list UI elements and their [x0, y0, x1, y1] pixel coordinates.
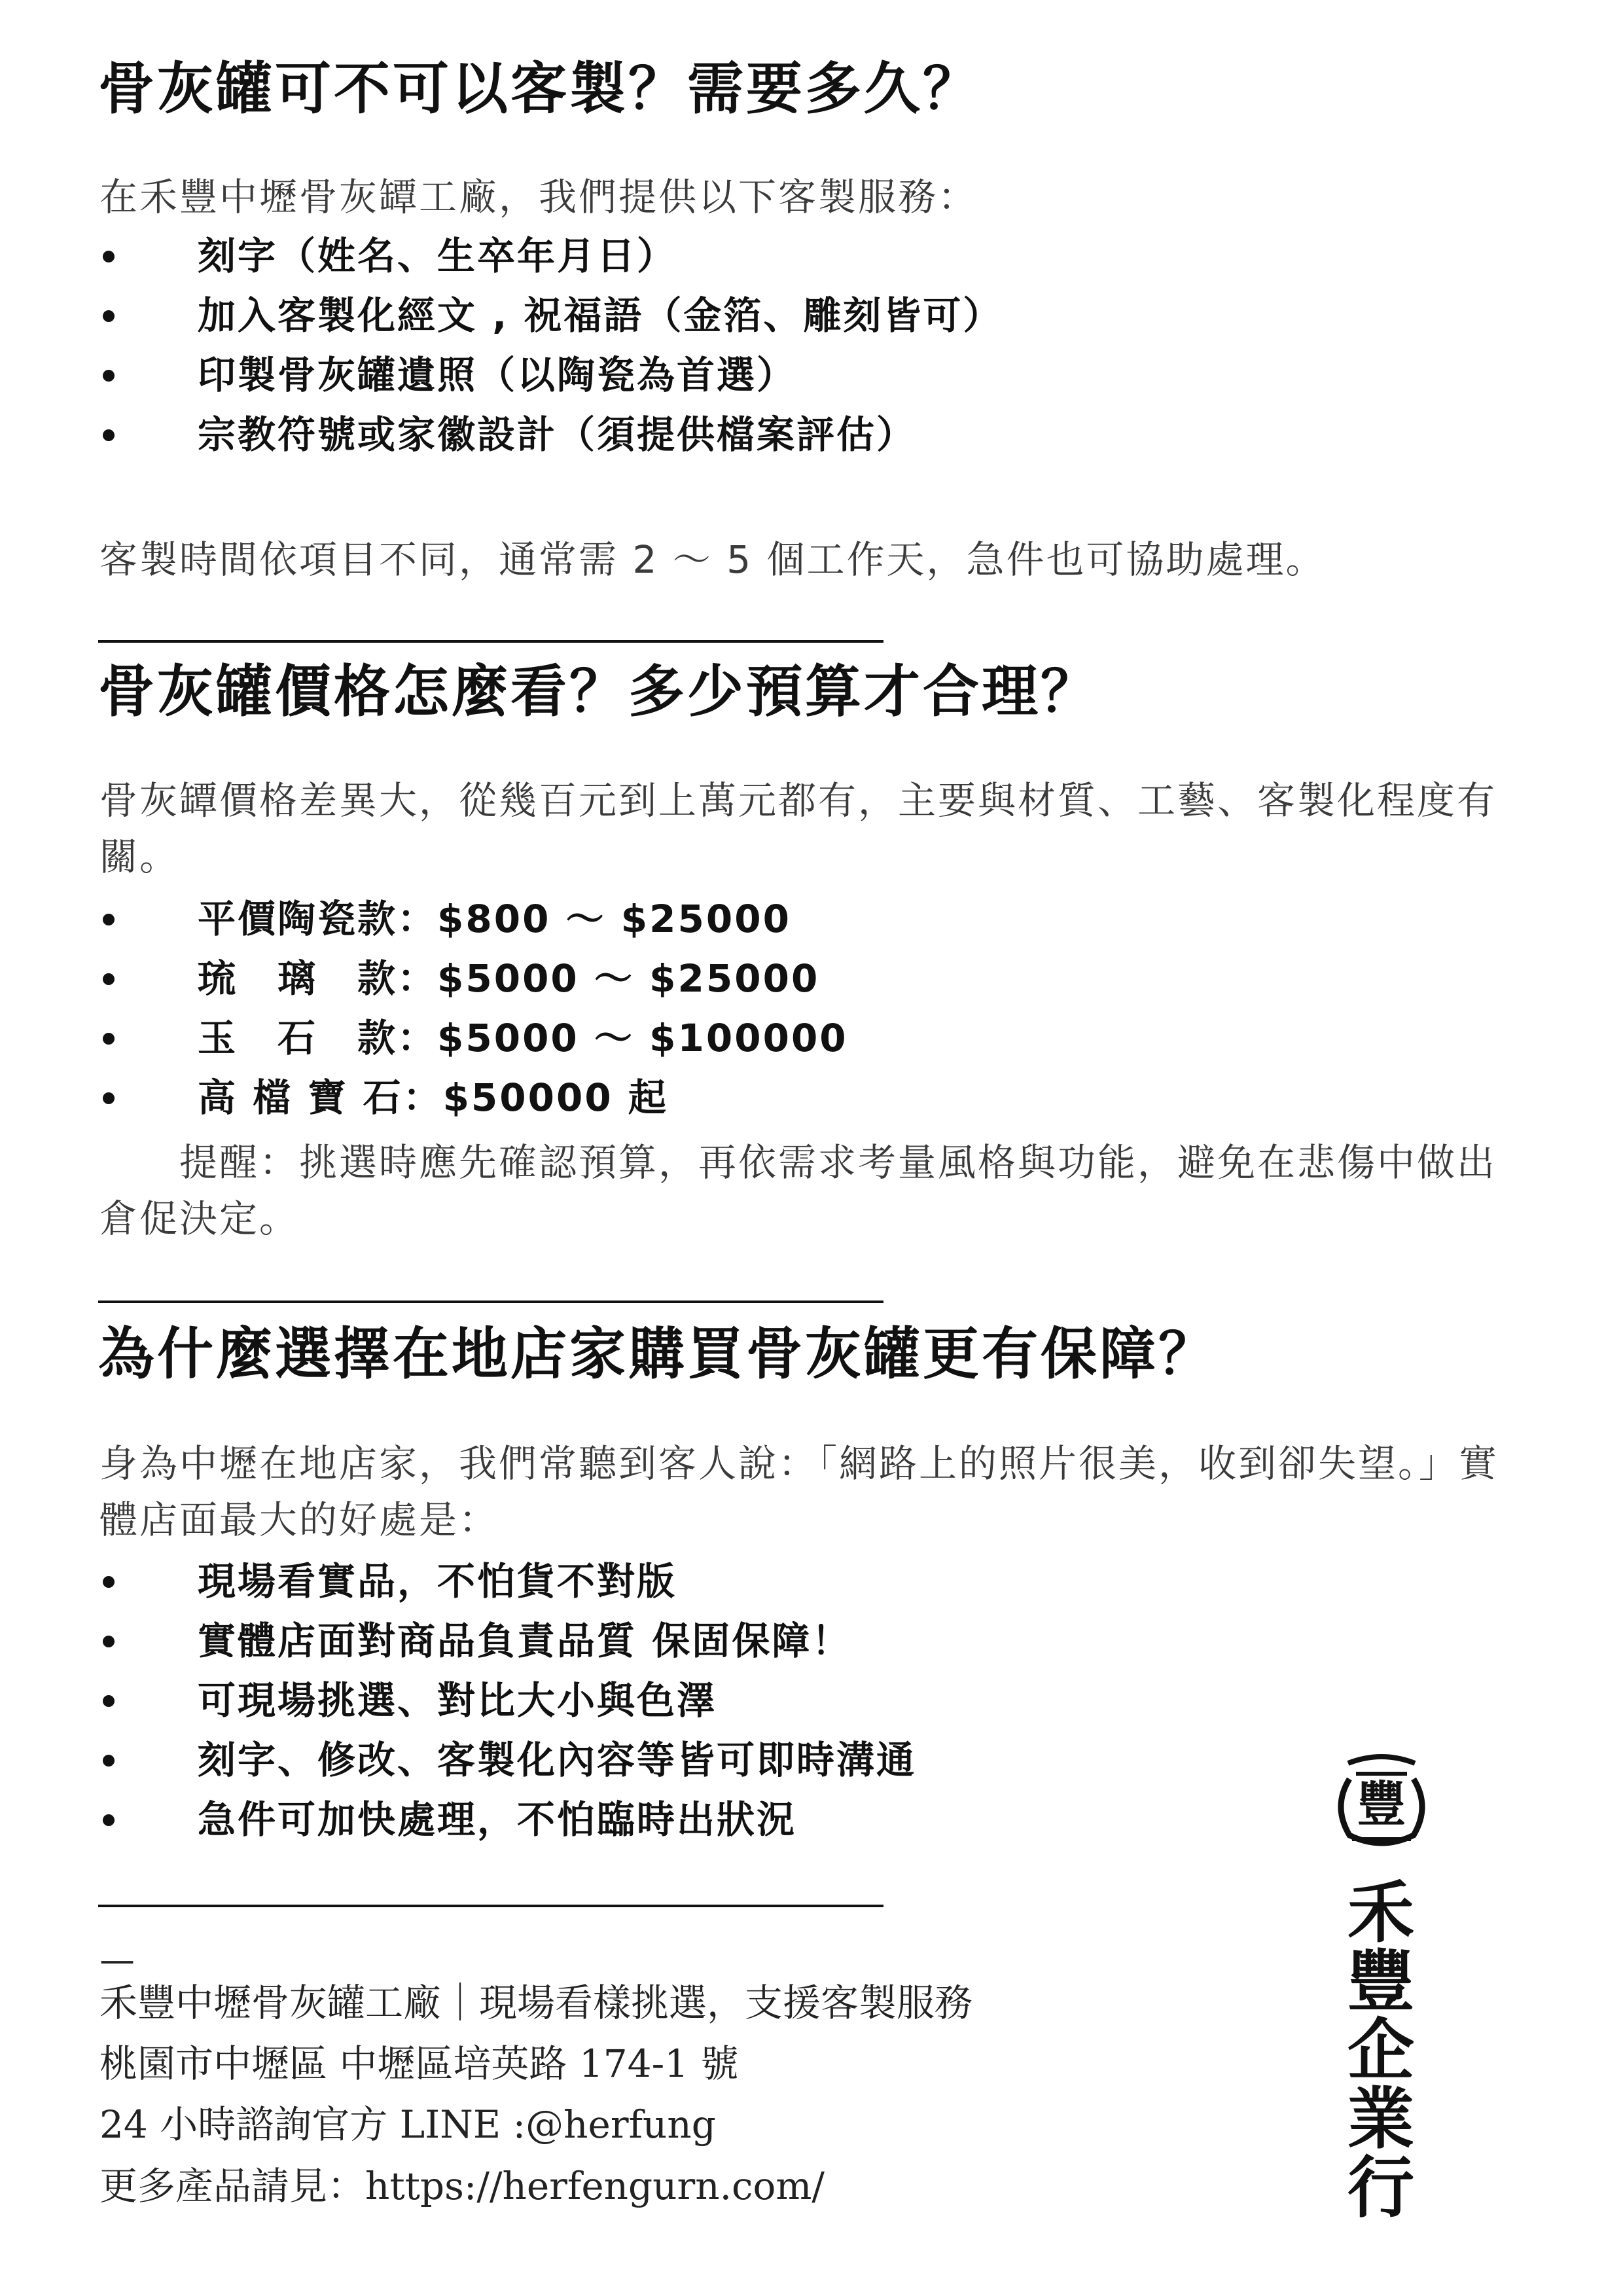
list-item: 平價陶瓷款：$800 ～ $25000 — [98, 889, 848, 949]
section-2-list — [98, 889, 848, 1128]
company-name-char: 豐 — [1347, 1943, 1414, 2021]
footer-dash: — — [99, 1939, 135, 1981]
section-1-note: 客製時間依項目不同，通常需 2 ～ 5 個工作天，急件也可協助處理。 — [99, 537, 1326, 582]
list-item: 高 檔 寶 石：$50000 起 — [98, 1068, 848, 1128]
section-1-intro: 在禾豐中壢骨灰罈工廠，我們提供以下客製服務： — [99, 175, 978, 219]
bullet-icon — [103, 1576, 115, 1588]
section-1-list — [98, 226, 1003, 465]
list-item: 印製骨灰罐遺照（以陶瓷為首選） — [98, 346, 1003, 405]
list-item: 急件可加快處理，不怕臨時出狀況 — [98, 1790, 916, 1850]
bullet-icon — [103, 1695, 115, 1707]
section-divider — [98, 1300, 883, 1303]
section-3-intro: 身為中壢在地店家，我們常聽到客人說：「網路上的照片很美，收到卻失望。」實體店面最大的好處是： — [99, 1441, 1499, 1542]
list-item: 玉 石 款：$5000 ～ $100000 — [98, 1009, 848, 1068]
list-item: 宗教符號或家徽設計（須提供檔案評估） — [98, 405, 1003, 465]
bullet-icon — [103, 1092, 115, 1104]
list-item: 琉 璃 款：$5000 ～ $25000 — [98, 949, 848, 1009]
section-3-title: 為什麼選擇在地店家購買骨灰罐更有保障？ — [98, 1321, 1217, 1387]
bullet-icon — [103, 914, 115, 925]
bullet-icon — [103, 370, 115, 382]
logo-emblem-character: 豐 — [1357, 1776, 1406, 1833]
bullet-icon — [103, 1814, 115, 1826]
company-name-char: 禾 — [1347, 1874, 1414, 1952]
list-item: 實體店面對商品負責品質 保固保障！ — [98, 1611, 916, 1671]
list-item: 刻字（姓名、生卒年月日） — [98, 226, 1003, 286]
section-3-list — [98, 1552, 916, 1850]
footer-website: 更多產品請見：https://herfengurn.com/ — [99, 2164, 825, 2208]
section-1-title: 骨灰罐可不可以客製？需要多久？ — [98, 56, 982, 122]
footer-line-contact: 24 小時諮詢官方 LINE :@herfung — [99, 2102, 716, 2147]
bullet-icon — [103, 1636, 115, 1647]
company-name-char: 企 — [1347, 2011, 1414, 2090]
section-2-note: 提醒：挑選時應先確認預算，再依需求考量風格與功能，避免在悲傷中做出倉促決定。 — [99, 1140, 1497, 1241]
list-item: 刻字、修改、客製化內容等皆可即時溝通 — [98, 1731, 916, 1790]
list-item: 加入客製化經文 , 祝福語（金箔、雕刻皆可） — [98, 286, 1003, 346]
section-2-title: 骨灰罐價格怎麼看？多少預算才合理？ — [98, 659, 1099, 725]
list-item: 現場看實品，不怕貨不對版 — [98, 1552, 916, 1611]
company-logo — [1329, 1746, 1435, 1854]
section-2-intro: 骨灰罈價格差異大，從幾百元到上萬元都有，主要與材質、工藝、客製化程度有關。 — [99, 778, 1497, 879]
company-name-char: 行 — [1347, 2149, 1414, 2227]
footer-company-line: 禾豐中壢骨灰罐工廠｜現場看樣挑選，支援客製服務 — [99, 1981, 973, 2025]
list-item: 可現場挑選、對比大小與色澤 — [98, 1671, 916, 1731]
section-divider — [98, 640, 883, 643]
bullet-icon — [103, 1755, 115, 1767]
bullet-icon — [103, 251, 115, 262]
company-name-char: 業 — [1347, 2080, 1414, 2159]
section-divider — [98, 1905, 883, 1907]
footer-address: 桃園市中壢區 中壢區培英路 174-1 號 — [99, 2041, 739, 2086]
bullet-icon — [103, 310, 115, 322]
bullet-icon — [103, 973, 115, 985]
bullet-icon — [103, 429, 115, 441]
bullet-icon — [103, 1033, 115, 1045]
